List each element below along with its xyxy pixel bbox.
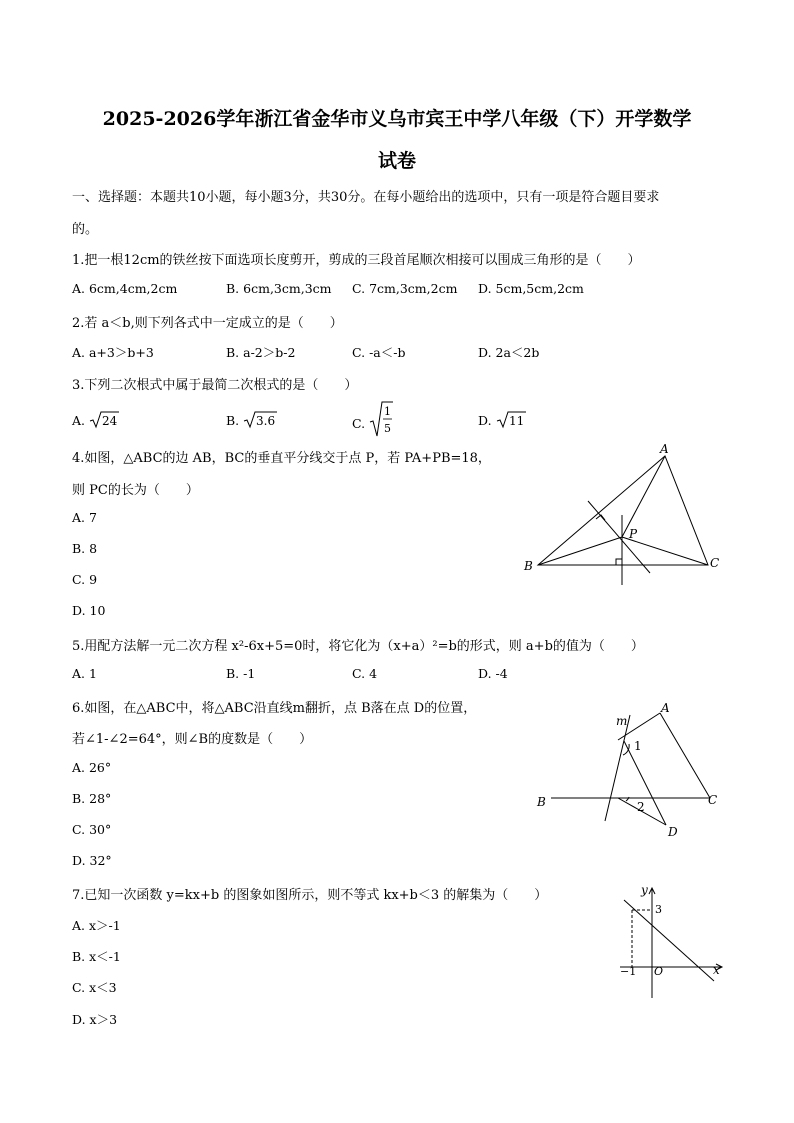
q4-option-a: A. 7 (72, 510, 97, 525)
q1-option-a: A. 6cm,4cm,2cm (72, 281, 178, 296)
q6-option-b: B. 28° (72, 791, 112, 806)
q6-label-m: m (616, 714, 628, 728)
q2-option-a: A. a+3＞b+3 (72, 345, 154, 360)
q7-option-d: D. x＞3 (72, 1012, 118, 1027)
q7-origin-label: O (654, 965, 664, 978)
q3-option-c (352, 400, 393, 441)
q2-option-b: B. a-2＞b-2 (226, 345, 296, 360)
q7-y-tick-label: 3 (655, 903, 662, 916)
q7-option-c: C. x＜3 (72, 980, 117, 995)
q3-option-a (72, 410, 119, 430)
q5-option-a: A. 1 (72, 666, 97, 681)
q3-option-d-label: D. (478, 413, 492, 428)
radical-sign-icon (89, 410, 119, 430)
question-3-stem: 3.下列二次根式中属于最简二次根式的是（ ） (72, 378, 358, 393)
question-6-stem-cont: 若∠1-∠2=64°，则∠B的度数是（ ） (72, 732, 313, 747)
q2-option-d: D. 2a＜2b (478, 345, 540, 360)
q3-option-b (226, 410, 277, 430)
q5-option-d: D. -4 (478, 666, 508, 681)
q3-c-numerator: 1 (384, 405, 392, 418)
q2-option-c: C. -a＜-b (352, 345, 406, 360)
radical-sign-icon (496, 410, 526, 430)
q6-label-b: B (537, 795, 546, 809)
q7-axis-label-y: y (641, 883, 648, 897)
q7-x-tick-label: −1 (620, 965, 637, 978)
q5-option-b: B. -1 (226, 666, 256, 681)
q6-label-c: C (708, 793, 718, 807)
q4-label-a: A (660, 442, 669, 456)
radical-sign-icon (243, 410, 277, 430)
q1-option-b: B. 6cm,3cm,3cm (226, 281, 332, 296)
q4-option-d: D. 10 (72, 603, 106, 618)
q7-option-b: B. x＜-1 (72, 949, 121, 964)
q3-option-b-label: B. (226, 413, 240, 428)
q4-option-b: B. 8 (72, 541, 98, 556)
q6-label-a: A (661, 701, 670, 715)
exam-title-line2: 试卷 (377, 150, 416, 172)
q5-option-c: C. 4 (352, 666, 378, 681)
q4-label-p: P (629, 527, 638, 541)
q4-label-b: B (524, 559, 533, 573)
q4-triangle-figure (515, 440, 730, 590)
question-7-stem: 7.已知一次函数 y=kx+b 的图象如图所示，则不等式 kx+b＜3 的解集为（ ） (72, 888, 548, 903)
q7-option-a: A. x＞-1 (72, 918, 121, 933)
q4-label-c: C (710, 556, 720, 570)
exam-title-line1: 2025-2026学年浙江省金华市义乌市宾王中学八年级（下）开学数学 (102, 108, 692, 130)
section-heading: 一、选择题：本题共10小题，每小题3分，共30分。在每小题给出的选项中，只有一项是符合题目要求 (72, 190, 660, 205)
question-4-stem: 4.如图，△ABC的边 AB，BC的垂直平分线交于点 P，若 PA+PB=18， (72, 451, 491, 466)
q3-option-a-label: A. (72, 413, 86, 428)
question-6-stem: 6.如图，在△ABC中，将△ABC沿直线m翻折，点 B落在点 D的位置， (72, 701, 477, 716)
q3-a-radicand: 24 (102, 414, 118, 428)
section-heading-cont: 的。 (72, 222, 99, 237)
question-2-stem: 2.若 a＜b,则下列各式中一定成立的是（ ） (72, 316, 343, 331)
q6-label-angle2: 2 (637, 800, 645, 814)
q7-graph-figure (610, 880, 730, 1005)
q3-option-d (478, 410, 526, 430)
q6-option-c: C. 30° (72, 822, 112, 837)
q6-label-d: D (668, 825, 678, 839)
question-5-stem: 5.用配方法解一元二次方程 x²-6x+5=0时，将它化为（x+a）²=b的形式，则 a+b的值为（ ） (72, 639, 644, 654)
q3-c-denominator: 5 (384, 422, 392, 435)
q3-option-c-label: C. (352, 416, 366, 431)
q6-option-d: D. 32° (72, 853, 112, 868)
q1-option-d: D. 5cm,5cm,2cm (478, 281, 584, 296)
q3-b-radicand: 3.6 (256, 414, 276, 428)
radical-fraction-icon (369, 400, 393, 438)
question-1-stem: 1.把一根12cm的铁丝按下面选项长度剪开，剪成的三段首尾顺次相接可以围成三角形的是（ ） (72, 253, 641, 268)
q6-fold-figure (530, 695, 740, 845)
q1-option-c: C. 7cm,3cm,2cm (352, 281, 458, 296)
q6-option-a: A. 26° (72, 760, 112, 775)
question-4-stem-cont: 则 PC的长为（ ） (72, 483, 199, 498)
q4-option-c: C. 9 (72, 572, 98, 587)
q7-axis-label-x: x (713, 963, 720, 977)
q3-d-radicand: 11 (508, 414, 524, 428)
q6-label-angle1: 1 (634, 739, 642, 753)
